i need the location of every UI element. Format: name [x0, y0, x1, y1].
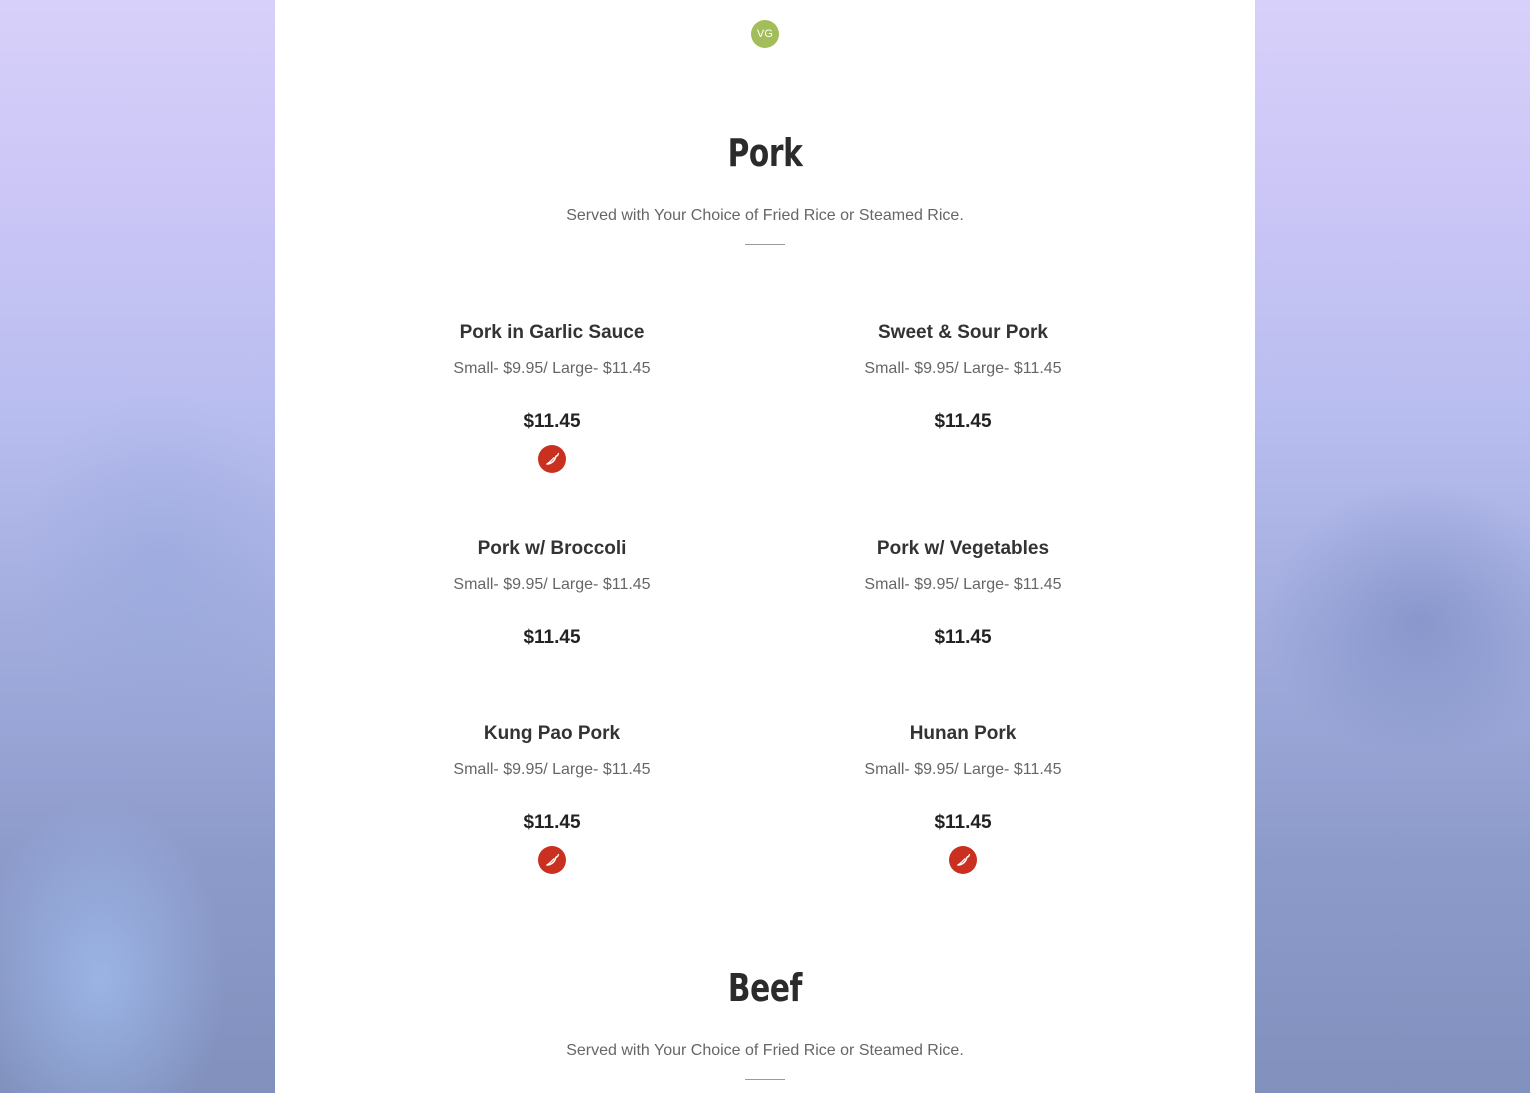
item-description: Small- $9.95/ Large- $11.45: [453, 360, 651, 377]
item-description: Small- $9.95/ Large- $11.45: [864, 360, 1062, 377]
item-name: Sweet & Sour Pork: [878, 322, 1048, 343]
menu-page: [275, 0, 1255, 1093]
item-name: Pork w/ Broccoli: [477, 538, 627, 559]
item-description: Small- $9.95/ Large- $11.45: [864, 576, 1062, 593]
chili-pepper-icon: [538, 846, 566, 874]
item-price: $11.45: [934, 812, 992, 833]
item-description: Small- $9.95/ Large- $11.45: [453, 761, 651, 778]
section-divider: [745, 1079, 785, 1080]
item-price: $11.45: [934, 411, 992, 432]
item-description: Small- $9.95/ Large- $11.45: [453, 576, 651, 593]
item-description: Small- $9.95/ Large- $11.45: [864, 761, 1062, 778]
section-title-beef: Beef: [727, 966, 803, 1010]
item-name: Hunan Pork: [909, 723, 1017, 744]
item-name: Kung Pao Pork: [483, 723, 621, 744]
vegetarian-badge-label: VG: [756, 28, 774, 40]
section-divider: [745, 244, 785, 245]
vegetarian-badge-icon: [751, 20, 779, 48]
item-price: $11.45: [523, 812, 581, 833]
section-subtitle-beef: Served with Your Choice of Fried Rice or Steamed Rice.: [566, 1042, 964, 1059]
item-name: Pork w/ Vegetables: [876, 538, 1050, 559]
chili-pepper-icon: [949, 846, 977, 874]
section-subtitle-pork: Served with Your Choice of Fried Rice or Steamed Rice.: [566, 207, 964, 224]
item-price: $11.45: [523, 627, 581, 648]
item-name: Pork in Garlic Sauce: [459, 322, 645, 343]
item-price: $11.45: [523, 411, 581, 432]
section-title-pork: Pork: [727, 131, 803, 175]
item-price: $11.45: [934, 627, 992, 648]
chili-pepper-icon: [538, 445, 566, 473]
